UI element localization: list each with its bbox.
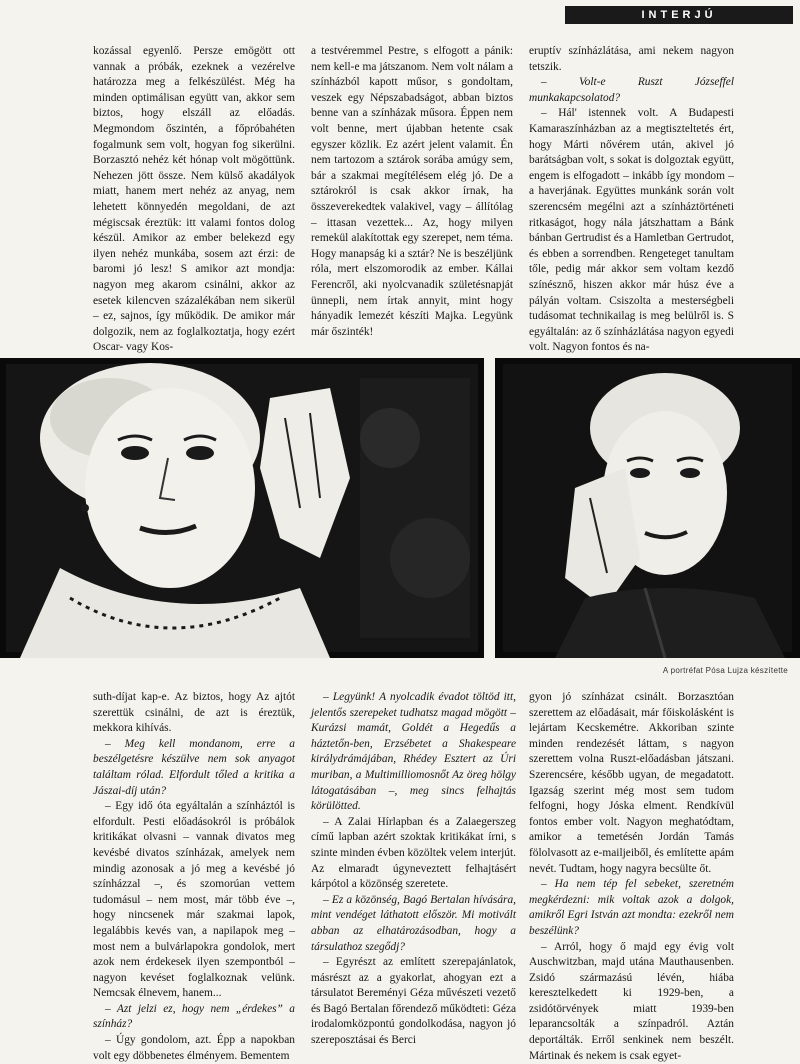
interview-question: – Legyünk! A nyolcadik évadot töltöd itt, jelentős szerepeket tudhatsz magad mögött – Kurázsi mamát, Goldét a Hegedűs a háztetőn-ben, Erzsébetet a Shakespeare királydrámájában, Rhédey Esztert az Úri muriban, a Multimilliomosnőt Az öreg hölgy látogatásában –, meg sincs felhajtás körülötted. bbox=[311, 690, 516, 815]
article-column-top-2 bbox=[311, 44, 513, 340]
article-column-bottom-2 bbox=[311, 690, 516, 1049]
paragraph: – Úgy gondolom, azt. Épp a napokban volt egy döbbenetes élményem. Bementem bbox=[93, 1033, 295, 1064]
interview-question: – Ha nem tép fel sebeket, szeretném megkérdezni: mik voltak azok a dolgok, amikről Egri István azt mondta: ezekről nem beszélünk? bbox=[529, 877, 734, 939]
photo-caption: A portréfat Pósa Lujza készítette bbox=[663, 666, 788, 675]
interview-question: – Volt-e Ruszt Józseffel munkakapcsolatod? bbox=[529, 75, 734, 106]
paragraph: a testvéremmel Pestre, s elfogott a pánik: nem kell-e ma játszanom. Nem volt nálam a színházból kapott műsor, s gondoltam, veszek egy Népszabadságot, abban biztos benne van a színházak műsora. Éppen nem volt benne, mert újabban hetente csak egyszer közlik. Ez azért jelent valamit. Én nem tartozom a sztárok sorába amúgy sem, bár a szakmai megítélésem elég jó. De a sztárokról is csak akkor írnak, ha összeverekedtek valakivel, vagy – állítólag – ittasan vezettek... Az, hogy milyen remekül alakítottak egy szerepet, nem téma. Hogy manapság ki a sztár? Ne is beszéljünk róla, mert elszomorodik az ember. Kállai Ferencről, aki nyolcvanadik születésnapját ünnepli, nem írtak annyit, mint hogy hányadik lemezét készíti Majka. Legyünk már őszinték! bbox=[311, 44, 513, 340]
paragraph: gyon jó színházat csinált. Borzasztóan szerettem az előadásait, már főiskolásként is lejártam Kecskemétre. Akkoriban szinte minden rendezését láttam, s nagyon szerettem volna Ruszt-előadásban játszani. Szerencsére, később ugyan, de megadatott. Igazság szerint még most sem tudom felfogni, hogy Jóska elment. Rendkívül fontos ember volt. Nagyon meghatódtam, amikor a temetésén Jordán Tamás fölolvasott az e-mailjeiből, és említette apám nevét. Tudtam, hogy nagyra becsülte őt. bbox=[529, 690, 734, 877]
article-column-bottom-3 bbox=[529, 690, 734, 1064]
section-header bbox=[565, 6, 793, 24]
interview-question: – Ez a közönség, Bagó Bertalan hívására, mint vendéget láthatott először. Mi motivált abban az elhatározásodban, hogy a társulathoz szegődj? bbox=[311, 893, 516, 955]
interview-question: – Azt jelzi ez, hogy nem „érdekes” a színház? bbox=[93, 1002, 295, 1033]
paragraph: – A Zalai Hírlapban és a Zalaegerszeg című lapban azért szoktak kritikákat írni, s szinte minden évben közöltek velem interjút. Az elmaradt úgyneveztett felhajtásért kárpótol a közönség szeretete. bbox=[311, 815, 516, 893]
paragraph: – Egy idő óta egyáltalán a színháztól is elfordult. Pesti előadásokról is próbálok kritikákat olvasni – vannak divatos meg kevésbé divatos színházak, amelyek nem mindig azonosak a jó meg a kevésbé jó színházzal –, és szomorúan vettem tudomásul – nem most, már több éve –, hogy nincsenek már szakmai lapok, legalábbis kevés van, a napilapok meg – most nem a bulvárlapokra gondolok, mert azok nem érdekesek ilyen szempontból – nagyon kevéset foglalkoznak velünk. Nemcsak élnevem, hanem... bbox=[93, 799, 295, 1002]
article-column-top-1 bbox=[93, 44, 295, 356]
portrait-right-image bbox=[495, 358, 800, 658]
section-label: INTERJÚ bbox=[641, 9, 716, 21]
paragraph: suth-díjat kap-e. Az biztos, hogy Az ajtót szerettük csinálni, de azt is éreztük, mekkora kihívás. bbox=[93, 690, 295, 737]
portrait-left-image bbox=[0, 358, 484, 658]
article-column-bottom-1 bbox=[93, 690, 295, 1064]
interview-question: – Meg kell mondanom, erre a beszélgetésre készülve nem sok anyagot találtam rólad. Elfordult tőled a kritika a Jászai-díj után? bbox=[93, 737, 295, 799]
paragraph: – Arról, hogy ő majd egy évig volt Auschwitzban, majd utána Mauthausenben. Zsidó származású lévén, hiába keresztelkedett ki 1929-ben, a zsidótörvények miatt 1939-ben leparancsolták a színpadról. Aztán deportálták. Erről senkinek nem beszélt. Mártinak és nekem is csak egyet- bbox=[529, 940, 734, 1064]
paragraph: – Egyrészt az említett szerepajánlatok, másrészt az a gyakorlat, ahogyan ezt a társulatot Bereményi Géza művészeti vezető és Bagó Bertalan főrendező működteti: Géza irodalomközpontú gondolkodása, nagyon jó szereposztásai és Berci bbox=[311, 955, 516, 1049]
paragraph: eruptív színházlátása, ami nekem nagyon tetszik. bbox=[529, 44, 734, 75]
portrait-photo-left bbox=[0, 358, 484, 658]
portrait-photo-right bbox=[495, 358, 800, 658]
paragraph: – Hál' istennek volt. A Budapesti Kamaraszínházban az a megtiszteltetés ért, hogy Márti nővérem után, akivel jó barátságban volt, s sokat is dolgoztak együtt, engem is elfogadott – inkább így mondom – a haverjának. Együttes munkánk során volt szerencsém megélni azt a színháztörténeti ritkaságot, hogy nála játszhattam a Bánk bánban Gertrudist és a Hamletban Gertrudot, és ebben a sorrendben. Rengeteget tanultam tőle, pedig már akkor sem voltam kezdő színésznő, hiszen akkor már húsz éve a pályán voltam. Csiszolta a mesterségbeli tudásomat technikailag is meg belülről is. S egyáltalán: az ő színházlátása nagyon egyedi volt. Nagyon fontos és na- bbox=[529, 106, 734, 356]
article-column-top-3 bbox=[529, 44, 734, 356]
paragraph: kozással egyenlő. Persze emögött ott vannak a próbák, ezeknek a vezérelve határozza meg a felkészülést. Még ha minden optimálisan együtt van, akkor sem biztos, hogy elszáll az előadás. Megmondom őszintén, a főpróbahéten fogalmunk sem volt, hogyan fog sikerülni. Borzasztó nehéz két hónap volt mögöttünk. Nehezen jött össze. Nem külső akadályok miatt, hanem mert nehéz az anyag, nem lehetett könnyedén megoldani, de azt mégiscsak éreztük: itt valami fontos dolog készül. Amikor az ember belekezd egy ilyen nehéz munkába, sosem azt érzi: de baromi jó lesz! S amikor azt mondja: nagyon meg akarom csinálni, akkor az esetek kilencven százalékában nem sikerül – ez, sajnos, így működik. De amikor már dolgozik, nem az foglalkoztatja, hogy ezért Oscar- vagy Kos- bbox=[93, 44, 295, 356]
